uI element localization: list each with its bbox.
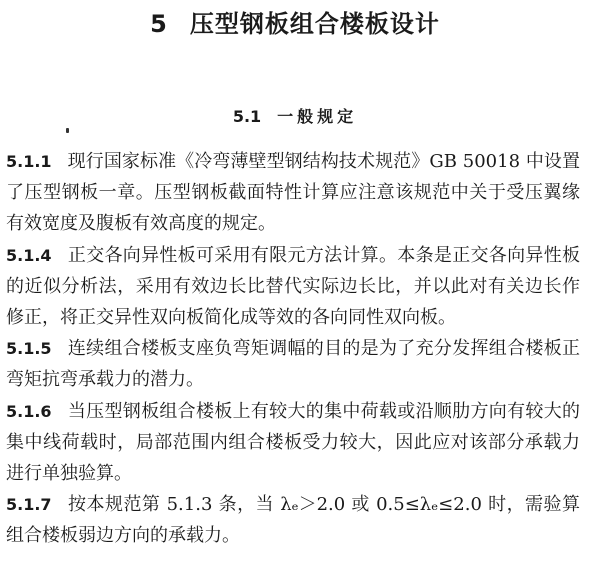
clause-number: 5.1.1 <box>6 152 52 171</box>
clause-text: 正交各向异性板可采用有限元方法计算。本条是正交各向异性板的近似分析法，采用有效边长比替代实际边长比，并以此对有关边长作修正，将正交异性双向板简化成等效的各向同性双向板。 <box>6 244 580 329</box>
clause-text: 连续组合楼板支座负弯矩调幅的目的是为了充分发挥组合楼板正弯矩抗弯承载力的潜力。 <box>6 338 580 391</box>
section-heading <box>0 104 590 127</box>
clause-5-1-5 <box>6 333 580 395</box>
chapter-heading <box>0 4 590 39</box>
clause-5-1-6 <box>6 396 580 490</box>
clause-number: 5.1.4 <box>6 245 52 265</box>
clause-number: 5.1.6 <box>6 401 52 421</box>
section-number: 5.1 <box>232 107 262 126</box>
clause-text: 现行国家标准《冷弯薄壁型钢结构技术规范》GB 50018 中设置了压型钢板一章。压型钢板截面特性计算应注意该规范中关于受压翼缘有效宽度及腹板有效高度的规定。 <box>6 151 580 235</box>
clause-number: 5.1.7 <box>6 495 52 515</box>
scan-speck <box>66 128 69 133</box>
clause-number: 5.1.5 <box>6 339 52 359</box>
clause-5-1-4 <box>6 240 580 334</box>
clause-text: 按本规范第 5.1.3 条，当 λₑ＞2.0 或 0.5≤λₑ≤2.0 时，需验算组合楼板弱边方向的承载力。 <box>6 494 580 547</box>
clause-5-1-1 <box>6 146 580 240</box>
chapter-title: 压型钢板组合楼板设计 <box>189 10 440 38</box>
clause-5-1-7 <box>6 489 580 551</box>
section-title: 一般规定 <box>277 107 358 126</box>
body-text <box>6 146 580 552</box>
chapter-number: 5 <box>150 10 168 38</box>
clause-text: 当压型钢板组合楼板上有较大的集中荷载或沿顺肋方向有较大的集中线荷载时，局部范围内组合楼板受力较大，因此应对该部分承载力进行单独验算。 <box>6 400 580 485</box>
